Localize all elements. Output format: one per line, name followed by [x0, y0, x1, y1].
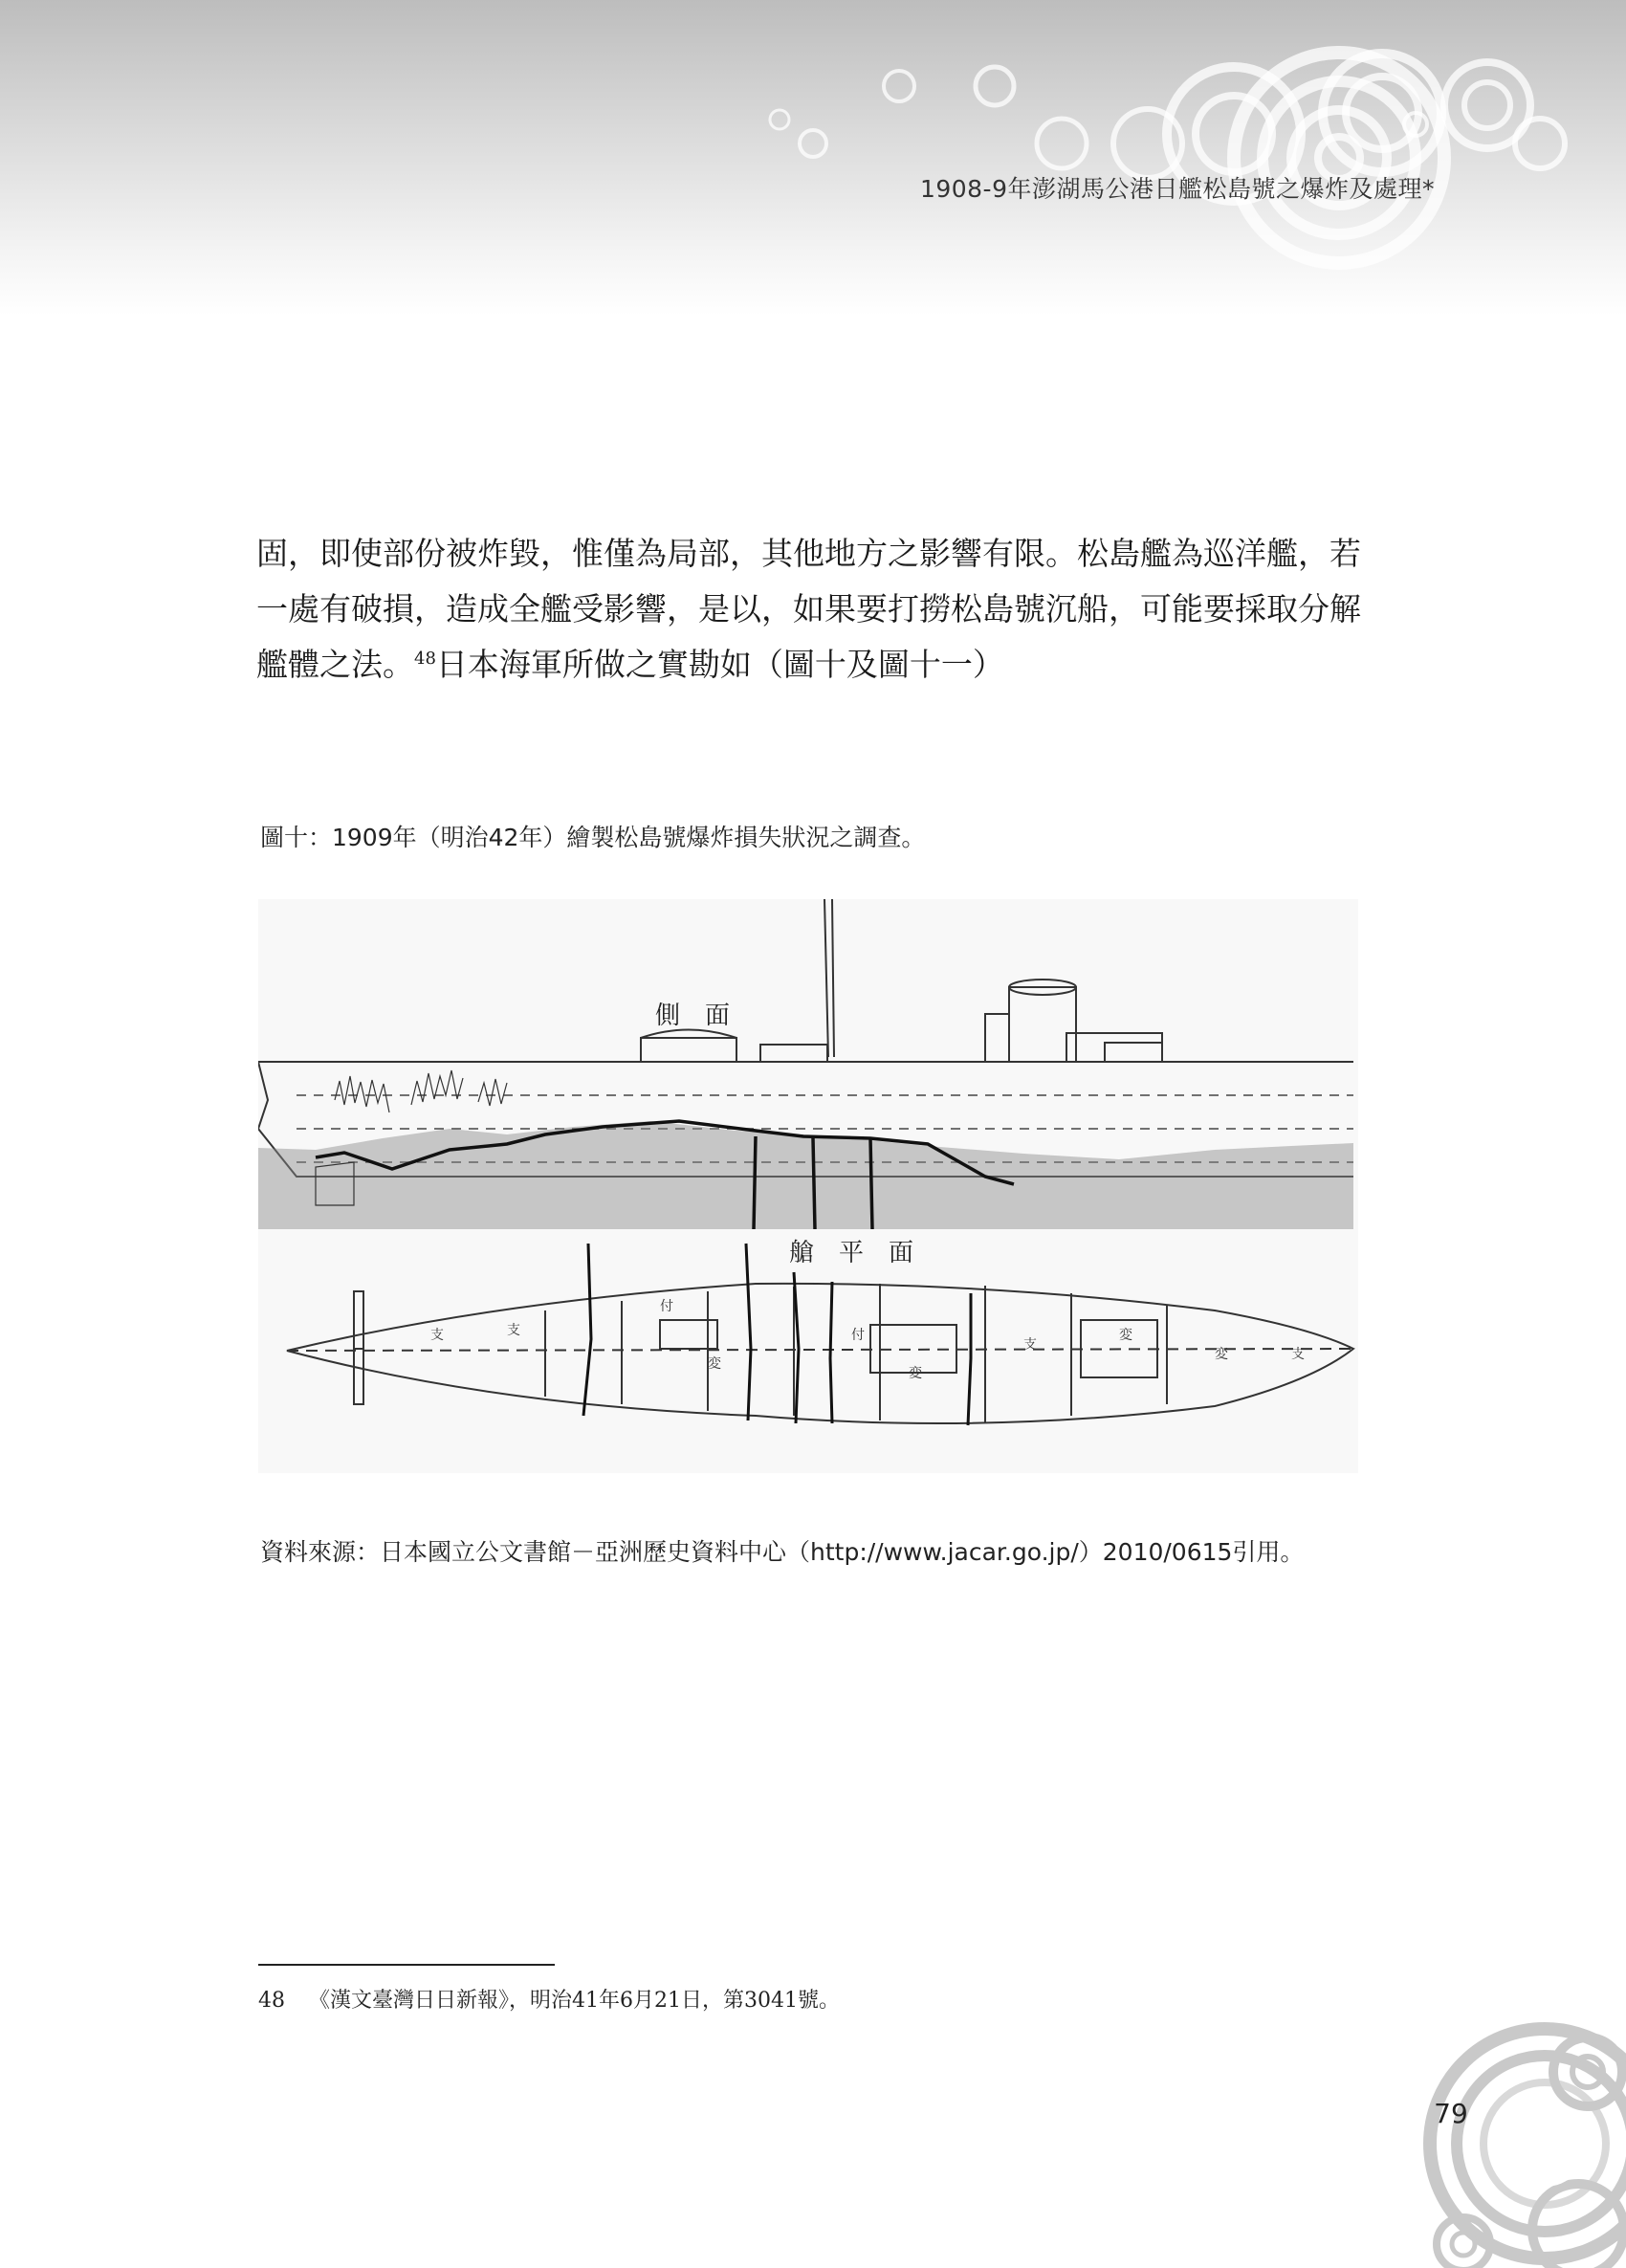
body-paragraph: [256, 526, 1368, 693]
footnote-text: 《漢文臺灣日日新報》，明治41年6月21日，第3041號。: [309, 1989, 840, 2013]
decorative-circles-header: [0, 0, 1626, 316]
footnote-number: 48: [258, 1989, 285, 2013]
body-line-3-head: 艦體之法。: [256, 646, 414, 683]
svg-text:変: 変: [1119, 1328, 1132, 1343]
svg-text:付: 付: [660, 1299, 673, 1314]
body-line-3: [256, 637, 1368, 693]
running-title: 1908-9年澎湖馬公港日艦松島號之爆炸及處理*: [919, 175, 1435, 203]
figure-source: 資料來源：日本國立公文書館－亞洲歷史資料中心（http://www.jacar.go.jp/）2010/0615引用。: [260, 1538, 1305, 1566]
footnote-reference[interactable]: 48: [414, 649, 436, 669]
footnote-48: [258, 1984, 840, 2014]
ship-drawing-svg: [258, 899, 1358, 1473]
svg-text:変: 変: [1215, 1347, 1228, 1362]
svg-text:支: 支: [1023, 1337, 1037, 1353]
svg-text:変: 変: [909, 1366, 922, 1381]
footnote-divider: [258, 1964, 555, 1966]
page-number: 79: [1434, 2098, 1468, 2129]
svg-text:支: 支: [507, 1323, 520, 1338]
label-side-view: 側 面: [655, 1002, 731, 1030]
svg-text:変: 変: [708, 1356, 721, 1372]
body-line-2: 一處有破損，造成全艦受影響，是以，如果要打撈松島號沉船，可能要採取分解: [256, 590, 1361, 628]
body-line-1: 固，即使部份被炸毀，惟僅為局部，其他地方之影響有限。松島艦為巡洋艦，若: [256, 535, 1361, 572]
svg-text:支: 支: [430, 1328, 444, 1343]
ship-damage-drawing: [258, 899, 1358, 1473]
label-plan-view: 艙 平 面: [789, 1239, 914, 1267]
figure-caption: 圖十：1909年（明治42年）繪製松島號爆炸損失狀況之調查。: [260, 824, 926, 851]
svg-text:支: 支: [1291, 1347, 1305, 1362]
body-line-3-tail: 日本海軍所做之實勘如（圖十及圖十一）: [435, 646, 1004, 683]
svg-text:付: 付: [851, 1328, 865, 1343]
